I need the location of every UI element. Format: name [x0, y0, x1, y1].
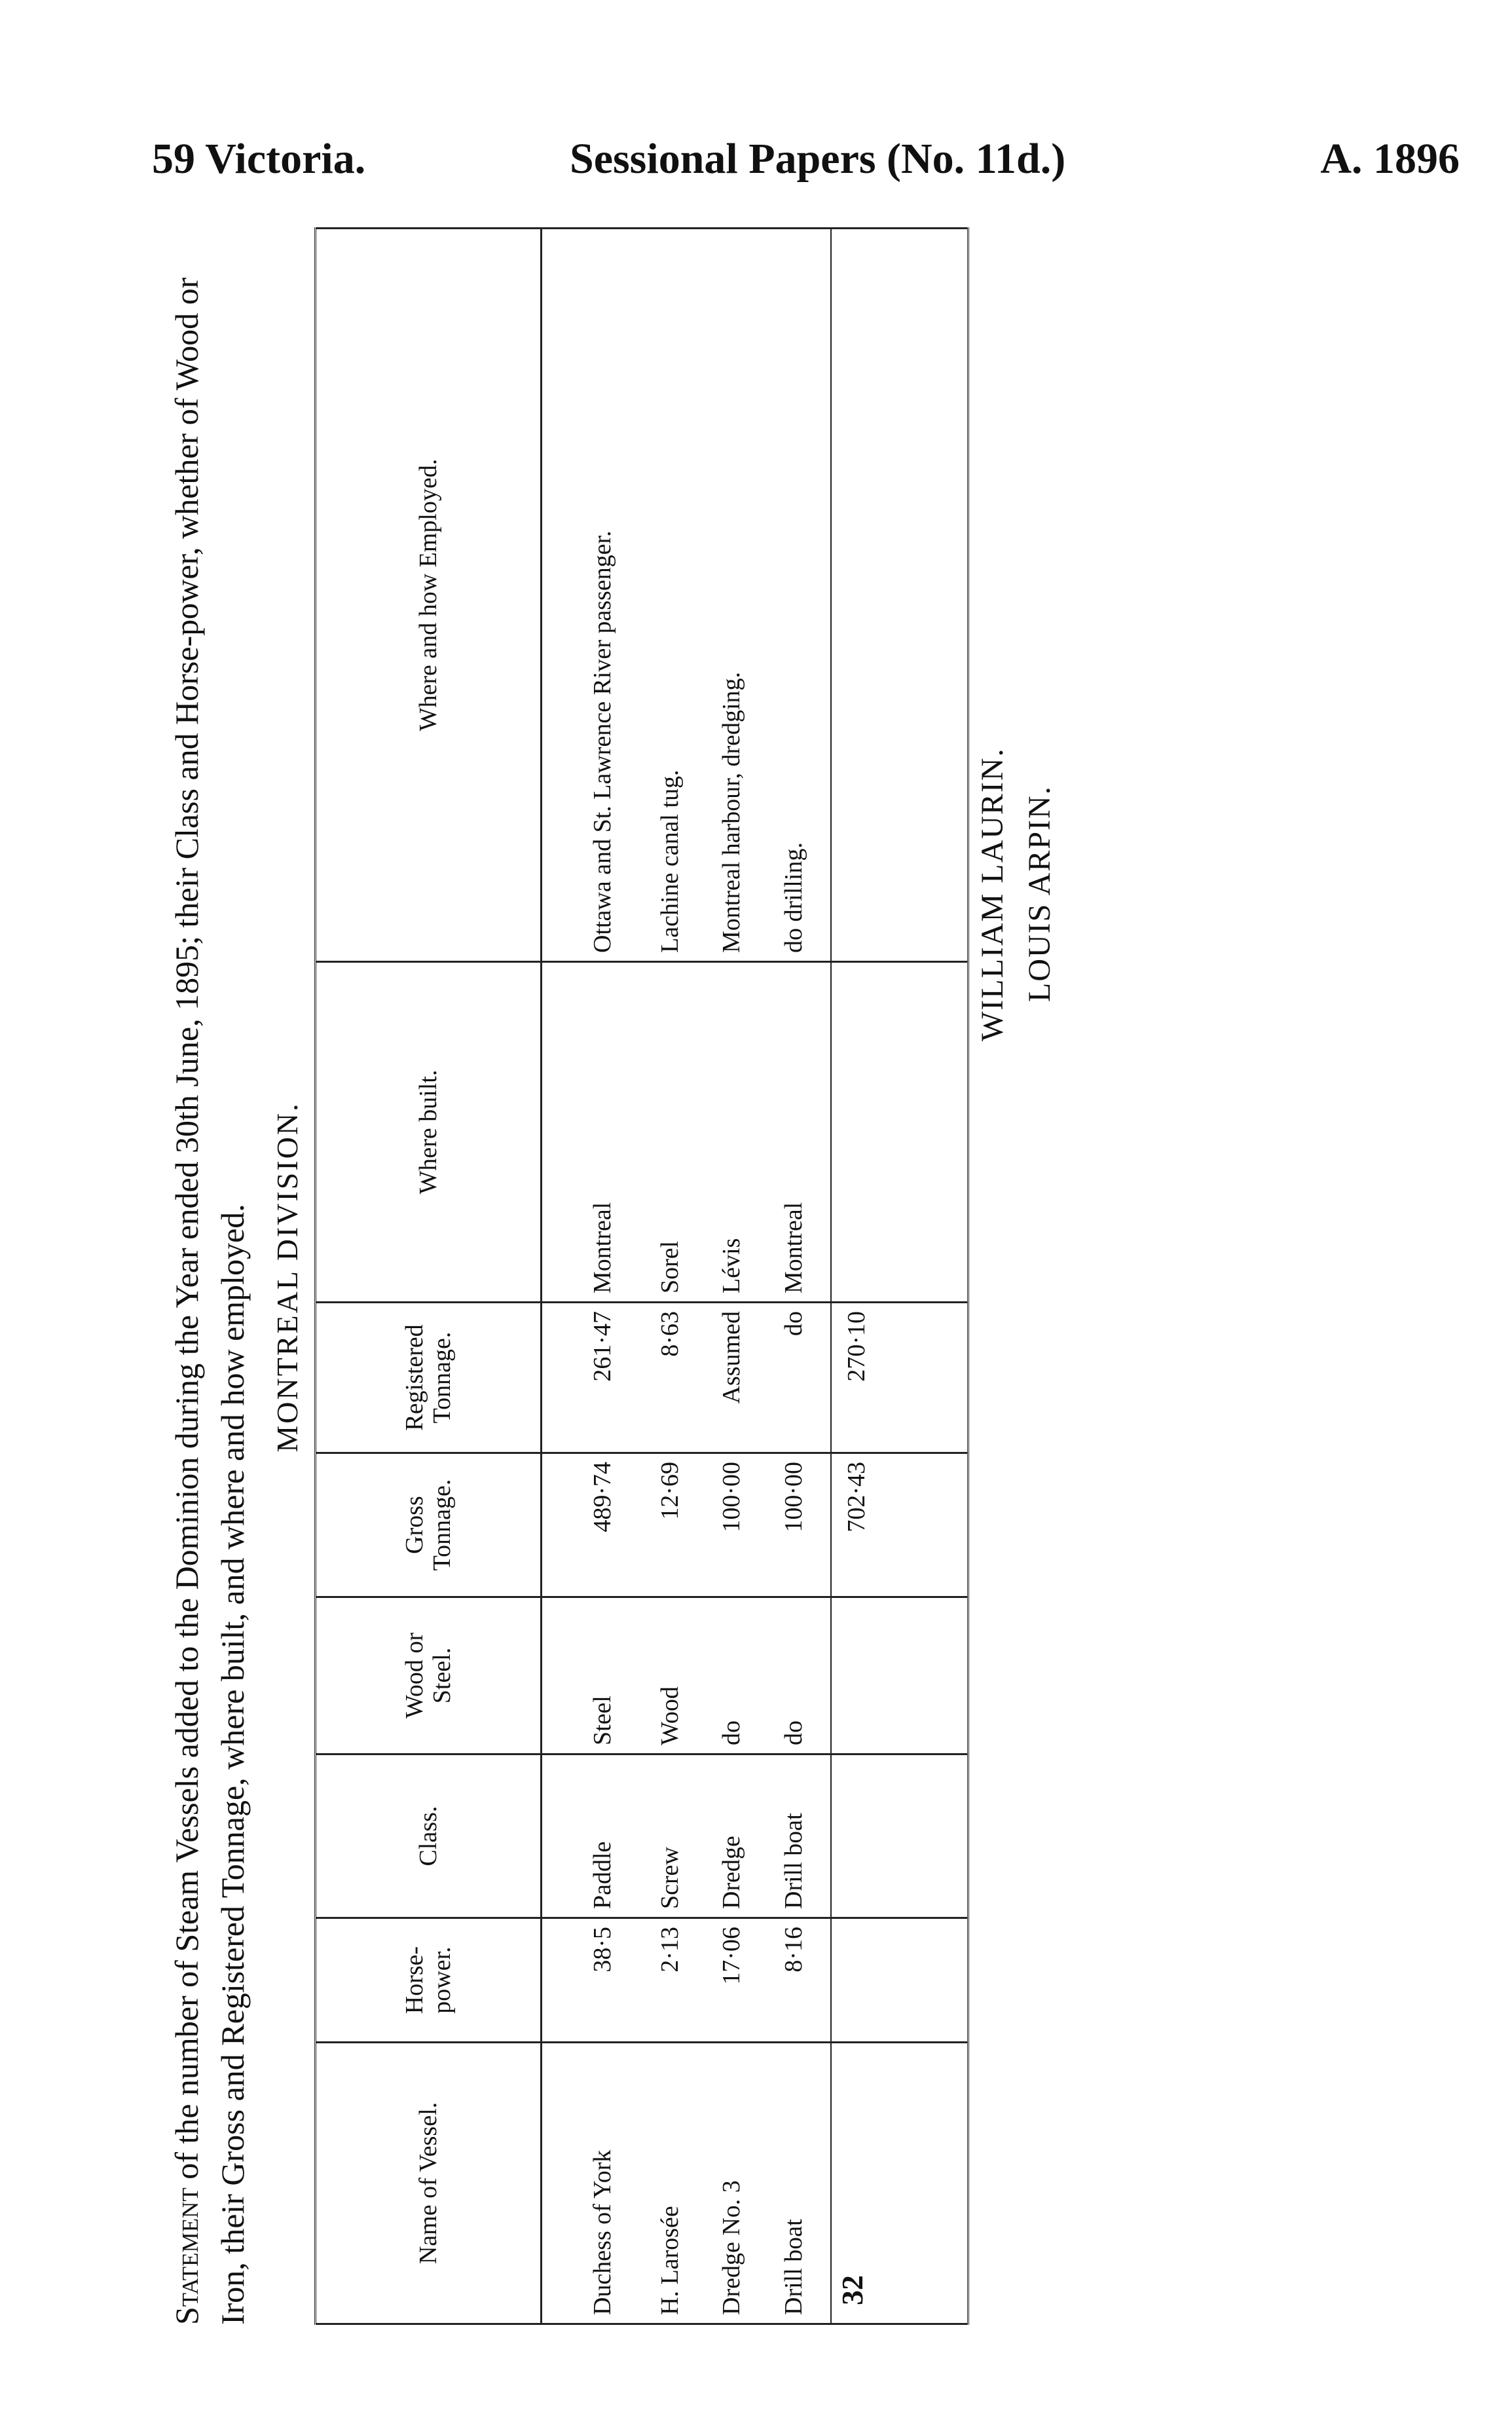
- gross-tonnage: 12·69: [645, 1453, 707, 1597]
- col-header: Gross Tonnage.: [316, 1453, 542, 1597]
- header-session: 59 Victoria.: [152, 135, 366, 183]
- header-year: A. 1896: [1320, 135, 1460, 183]
- signature-1: WILLIAM LAURIN.: [975, 747, 1010, 1041]
- table-row: [645, 229, 707, 2324]
- horse-power: 2·13: [645, 1918, 707, 2043]
- gross-tonnage: 100·00: [769, 1453, 832, 1597]
- horse-power: 8·16: [769, 1918, 832, 2043]
- signatures: [969, 747, 1063, 1041]
- statement-title: [164, 229, 255, 2325]
- vessel-class: Drill boat: [769, 1754, 832, 1918]
- table-row: [769, 229, 832, 2324]
- where-employed: do drilling.: [769, 229, 832, 962]
- col-header: Where and how Employed.: [316, 229, 542, 962]
- gross-total: 702·43: [831, 1453, 894, 1597]
- where-built: Montreal: [769, 962, 832, 1303]
- gross-tonnage: 100·00: [707, 1453, 768, 1597]
- horse-power: 38·5: [542, 1918, 645, 2043]
- statement-lead: Statement: [168, 2187, 205, 2325]
- where-employed: Lachine canal tug.: [645, 229, 707, 962]
- col-header: Class.: [316, 1754, 542, 1918]
- vessels-table: [314, 227, 969, 2325]
- col-header: Horse-power.: [316, 1918, 542, 2043]
- where-built: Montreal: [542, 962, 645, 1303]
- registered-tonnage: Assumed: [707, 1303, 768, 1453]
- col-header: Where built.: [316, 962, 542, 1303]
- col-header: Registered Tonnage.: [316, 1303, 542, 1453]
- material: do: [769, 1597, 832, 1754]
- material: Steel: [542, 1597, 645, 1754]
- vessel-name: Duchess of York: [542, 2043, 645, 2324]
- col-header: Name of Vessel.: [316, 2043, 542, 2324]
- material: do: [707, 1597, 768, 1754]
- vessel-class: Dredge: [707, 1754, 768, 1918]
- table-header-row: [316, 229, 542, 2324]
- division-heading: MONTREAL DIVISION.: [270, 1102, 304, 1453]
- header-title: Sessional Papers (No. 11d.): [570, 135, 1066, 183]
- rotated-content: [151, 229, 1057, 2325]
- table-row: [707, 229, 768, 2324]
- registered-total: 270·10: [831, 1303, 894, 1453]
- statement-text: of the number of Steam Vessels added to the Dominion during the Year ended 30th June, 1895; their Class and Horse-power, whether of Wood or Iron, their Gross and Registered Tonnage, where built, and where and how employed.: [168, 277, 251, 2325]
- where-employed: Ottawa and St. Lawrence River passenger.: [542, 229, 645, 962]
- horse-power: 17·06: [707, 1918, 768, 2043]
- table-row: [542, 229, 645, 2324]
- vessel-name: H. Larosée: [645, 2043, 707, 2324]
- signature-2: LOUIS ARPIN.: [1022, 785, 1057, 1002]
- vessel-name: Drill boat: [769, 2043, 832, 2324]
- registered-tonnage: 8·63: [645, 1303, 707, 1453]
- registered-tonnage: 261·47: [542, 1303, 645, 1453]
- totals-row: [831, 229, 894, 2324]
- where-built: Sorel: [645, 962, 707, 1303]
- page-number: 32: [836, 2275, 869, 2305]
- gross-tonnage: 489·74: [542, 1453, 645, 1597]
- registered-tonnage: do: [769, 1303, 832, 1453]
- vessel-class: Screw: [645, 1754, 707, 1918]
- where-built: Lévis: [707, 962, 768, 1303]
- vessel-name: Dredge No. 3: [707, 2043, 768, 2324]
- col-header: Wood or Steel.: [316, 1597, 542, 1754]
- material: Wood: [645, 1597, 707, 1754]
- table-footer: [894, 229, 968, 2324]
- vessel-class: Paddle: [542, 1754, 645, 1918]
- where-employed: Montreal harbour, dredging.: [707, 229, 768, 962]
